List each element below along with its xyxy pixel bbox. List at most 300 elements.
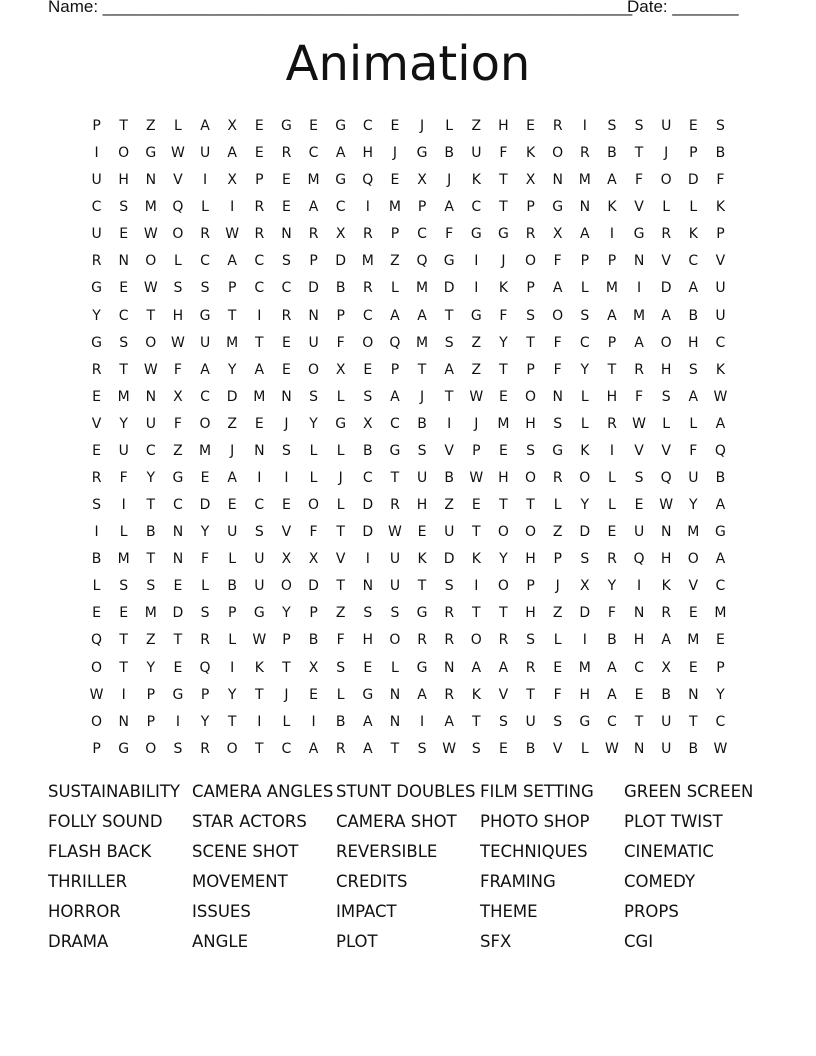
grid-letter: U xyxy=(661,740,672,757)
word-list-item: FRAMING xyxy=(480,872,556,891)
grid-letter: A xyxy=(227,145,237,162)
grid-letter: U xyxy=(416,470,428,487)
grid-letter: S xyxy=(444,334,454,351)
grid-letter: D xyxy=(226,388,238,405)
grid-letter: G xyxy=(335,172,347,189)
grid-letter: H xyxy=(118,172,129,189)
grid-letter: V xyxy=(335,551,346,568)
grid-letter: O xyxy=(308,361,320,378)
grid-row xyxy=(83,140,734,167)
grid-letter: E xyxy=(254,145,264,162)
word-list-item: SFX xyxy=(480,932,512,951)
grid-letter: L xyxy=(201,578,209,595)
grid-letter: L xyxy=(201,199,209,216)
grid-letter: L xyxy=(336,686,345,703)
grid-letter: I xyxy=(121,686,126,703)
grid-letter: U xyxy=(254,578,265,595)
grid-letter: M xyxy=(416,280,429,297)
grid-letter: C xyxy=(362,118,373,134)
grid-letter: S xyxy=(526,307,535,324)
grid-letter: V xyxy=(498,686,509,703)
grid-letter: J xyxy=(284,686,289,703)
grid-letter: H xyxy=(498,118,509,134)
grid-letter: U xyxy=(91,172,102,189)
grid-letter: Y xyxy=(689,497,698,514)
grid-letter: O xyxy=(470,632,482,649)
grid-letter: X xyxy=(552,226,563,243)
grid-letter: E xyxy=(716,632,725,649)
grid-letter: A xyxy=(200,118,210,134)
grid-letter: F xyxy=(553,334,562,351)
grid-letter: M xyxy=(605,280,618,297)
grid-letter: C xyxy=(254,280,265,297)
grid-letter: U xyxy=(199,145,211,162)
grid-letter: F xyxy=(553,686,562,703)
grid-letter: E xyxy=(92,605,101,622)
grid-letter: I xyxy=(474,578,479,595)
grid-letter: L xyxy=(553,632,562,649)
word-list-item: CINEMATIC xyxy=(624,842,714,861)
grid-letter: S xyxy=(309,388,318,405)
grid-letter: T xyxy=(444,388,454,405)
grid-letter: C xyxy=(173,497,183,514)
grid-letter: C xyxy=(200,253,210,270)
grid-letter: L xyxy=(282,713,291,730)
grid-letter: S xyxy=(173,740,183,757)
grid-letter: P xyxy=(607,253,617,270)
grid-letter: F xyxy=(309,524,318,541)
grid-letter: P xyxy=(92,118,101,134)
grid-letter: C xyxy=(417,226,427,243)
word-list-item: TECHNIQUES xyxy=(480,842,588,861)
grid-letter: D xyxy=(443,280,455,297)
grid-letter: L xyxy=(689,199,698,216)
grid-letter: L xyxy=(662,199,671,216)
grid-letter: X xyxy=(308,551,319,568)
grid-letter: W xyxy=(388,524,402,541)
grid-letter: M xyxy=(578,172,591,189)
grid-letter: Y xyxy=(309,415,318,432)
grid-letter: V xyxy=(661,253,671,270)
grid-letter: P xyxy=(472,442,481,459)
grid-letter: R xyxy=(200,226,210,243)
grid-letter: A xyxy=(444,361,454,378)
grid-letter: Q xyxy=(660,470,672,487)
grid-letter: M xyxy=(144,605,157,622)
grid-letter: T xyxy=(146,551,156,568)
grid-letter: H xyxy=(525,415,536,432)
grid-letter: K xyxy=(580,442,590,459)
grid-letter: U xyxy=(389,578,401,595)
grid-letter: A xyxy=(444,199,454,216)
grid-letter: X xyxy=(227,172,237,189)
grid-letter: A xyxy=(688,280,699,297)
grid-letter: J xyxy=(447,172,452,189)
grid-letter: I xyxy=(230,199,235,216)
grid-letter: X xyxy=(363,415,373,432)
grid-letter: I xyxy=(447,415,452,432)
grid-letter: R xyxy=(362,226,373,243)
grid-letter: X xyxy=(335,226,346,243)
grid-letter: O xyxy=(525,388,537,405)
grid-letter: T xyxy=(417,578,427,595)
grid-letter: R xyxy=(552,470,563,487)
grid-letter: C xyxy=(91,199,102,216)
grid-letter: T xyxy=(526,334,535,351)
grid-letter: V xyxy=(634,442,644,459)
grid-letter: S xyxy=(92,497,101,514)
grid-letter: L xyxy=(174,253,182,270)
grid-letter: W xyxy=(469,470,484,487)
grid-letter: T xyxy=(146,307,156,324)
word-list-row xyxy=(48,927,768,957)
grid-letter: O xyxy=(91,713,103,730)
grid-row xyxy=(83,194,734,221)
grid-letter: Q xyxy=(714,442,726,459)
grid-letter: E xyxy=(254,415,264,432)
grid-letter: S xyxy=(390,605,400,622)
grid-letter: B xyxy=(91,551,102,568)
grid-row xyxy=(83,736,734,763)
grid-letter: A xyxy=(634,334,644,351)
grid-letter: P xyxy=(716,226,725,243)
grid-letter: Z xyxy=(173,442,183,459)
grid-letter: N xyxy=(281,388,292,405)
grid-letter: R xyxy=(417,632,427,649)
grid-row xyxy=(83,303,734,330)
grid-letter: E xyxy=(200,470,210,487)
grid-letter: H xyxy=(606,388,618,405)
grid-letter: T xyxy=(499,497,508,514)
grid-letter: N xyxy=(389,713,401,730)
grid-letter: E xyxy=(688,659,698,676)
grid-letter: F xyxy=(499,145,508,162)
grid-letter: I xyxy=(365,551,370,568)
grid-letter: I xyxy=(121,497,126,514)
grid-letter: V xyxy=(444,442,454,459)
grid-letter: K xyxy=(607,199,617,216)
grid-letter: Z xyxy=(390,253,400,270)
grid-letter: B xyxy=(525,740,536,757)
grid-row xyxy=(83,519,734,546)
grid-letter: U xyxy=(661,118,672,134)
grid-letter: C xyxy=(715,713,726,730)
grid-letter: I xyxy=(257,470,262,487)
grid-letter: S xyxy=(553,415,563,432)
grid-letter: T xyxy=(634,713,644,730)
grid-letter: G xyxy=(281,118,292,134)
grid-letter: B xyxy=(607,632,617,649)
grid-letter: N xyxy=(389,686,401,703)
grid-letter: R xyxy=(607,415,617,432)
grid-letter: W xyxy=(713,388,728,405)
grid-letter: U xyxy=(715,280,726,297)
grid-letter: I xyxy=(175,713,180,730)
grid-letter: X xyxy=(308,659,319,676)
grid-letter: L xyxy=(391,280,399,297)
name-field-label: Name: ________________________________________________________ xyxy=(48,0,633,16)
grid-letter: G xyxy=(335,118,347,134)
grid-letter: T xyxy=(336,524,345,541)
grid-letter: B xyxy=(444,145,454,162)
grid-letter: A xyxy=(688,388,699,405)
grid-letter: E xyxy=(607,524,617,541)
grid-letter: E xyxy=(499,740,508,757)
grid-letter: J xyxy=(664,145,669,162)
word-list-row xyxy=(48,837,768,867)
grid-letter: R xyxy=(335,740,346,757)
grid-letter: W xyxy=(143,280,158,297)
grid-letter: X xyxy=(580,578,590,595)
grid-letter: R xyxy=(498,632,509,649)
grid-letter: S xyxy=(553,713,563,730)
grid-letter: G xyxy=(91,334,102,351)
grid-letter: S xyxy=(580,551,590,568)
grid-letter: G xyxy=(172,686,184,703)
word-list-item: CAMERA ANGLES xyxy=(192,782,334,801)
grid-letter: X xyxy=(227,118,237,134)
grid-letter: O xyxy=(497,578,509,595)
grid-letter: Y xyxy=(227,361,237,378)
grid-letter: O xyxy=(280,578,292,595)
grid-letter: C xyxy=(145,442,156,459)
grid-letter: G xyxy=(498,226,509,243)
word-list-item: CREDITS xyxy=(336,872,408,891)
grid-letter: F xyxy=(607,605,616,622)
grid-letter: P xyxy=(580,253,590,270)
grid-letter: C xyxy=(281,740,292,757)
grid-letter: K xyxy=(471,686,481,703)
grid-letter: P xyxy=(309,605,318,622)
grid-letter: R xyxy=(308,226,319,243)
grid-letter: A xyxy=(227,470,237,487)
grid-letter: R xyxy=(200,740,210,757)
grid-letter: L xyxy=(662,415,671,432)
grid-letter: P xyxy=(200,686,210,703)
grid-letter: A xyxy=(254,361,265,378)
grid-letter: W xyxy=(659,497,674,514)
grid-letter: S xyxy=(417,740,427,757)
grid-letter: D xyxy=(335,253,347,270)
grid-letter: S xyxy=(254,524,264,541)
grid-letter: T xyxy=(472,524,481,541)
grid-letter: A xyxy=(308,740,319,757)
grid-letter: N xyxy=(552,388,563,405)
grid-letter: W xyxy=(713,740,728,757)
grid-letter: R xyxy=(634,361,644,378)
grid-row xyxy=(83,384,734,411)
grid-letter: L xyxy=(336,497,345,514)
grid-letter: O xyxy=(660,334,672,351)
grid-row xyxy=(83,465,734,492)
grid-letter: R xyxy=(444,686,455,703)
grid-letter: C xyxy=(688,253,699,270)
word-list-item: DRAMA xyxy=(48,932,109,951)
grid-letter: C xyxy=(254,253,265,270)
grid-letter: N xyxy=(145,172,157,189)
grid-letter: E xyxy=(390,172,400,189)
grid-letter: A xyxy=(607,307,617,324)
grid-letter: A xyxy=(498,659,509,676)
grid-letter: H xyxy=(498,470,509,487)
grid-letter: Q xyxy=(416,253,428,270)
grid-letter: T xyxy=(255,334,264,351)
grid-letter: C xyxy=(471,199,482,216)
grid-letter: A xyxy=(607,659,617,676)
grid-letter: U xyxy=(145,415,156,432)
grid-letter: O xyxy=(199,415,211,432)
grid-row xyxy=(83,357,734,384)
grid-letter: B xyxy=(661,686,671,703)
grid-row xyxy=(83,275,734,302)
grid-letter: N xyxy=(633,740,645,757)
grid-letter: A xyxy=(308,199,319,216)
grid-letter: O xyxy=(660,172,672,189)
grid-letter: H xyxy=(525,551,536,568)
grid-letter: O xyxy=(118,145,130,162)
grid-letter: R xyxy=(254,199,265,216)
grid-letter: X xyxy=(173,388,183,405)
grid-letter: G xyxy=(416,659,428,676)
grid-letter: L xyxy=(391,659,399,676)
grid-letter: C xyxy=(715,578,726,595)
grid-letter: V xyxy=(715,253,726,270)
grid-letter: B xyxy=(688,740,699,757)
grid-letter: L xyxy=(608,470,616,487)
grid-letter: M xyxy=(633,307,646,324)
grid-letter: V xyxy=(91,415,102,432)
grid-letter: Q xyxy=(389,334,401,351)
grid-letter: R xyxy=(579,145,590,162)
grid-row xyxy=(83,546,734,573)
grid-letter: X xyxy=(281,551,292,568)
word-list-item: CAMERA SHOT xyxy=(336,812,457,831)
grid-letter: Z xyxy=(471,118,482,134)
grid-letter: S xyxy=(363,388,373,405)
grid-letter: N xyxy=(118,253,129,270)
grid-letter: Y xyxy=(227,686,237,703)
grid-letter: K xyxy=(471,551,481,568)
grid-letter: Q xyxy=(633,551,645,568)
grid-letter: E xyxy=(282,497,291,514)
grid-letter: T xyxy=(472,713,481,730)
grid-letter: P xyxy=(255,172,264,189)
grid-letter: E xyxy=(119,226,129,243)
grid-letter: G xyxy=(389,442,401,459)
word-list-item: ISSUES xyxy=(192,902,251,921)
grid-letter: T xyxy=(499,199,508,216)
word-list-item: IMPACT xyxy=(336,902,397,921)
grid-letter: T xyxy=(336,578,345,595)
grid-letter: E xyxy=(634,686,644,703)
grid-row xyxy=(83,330,734,357)
grid-letter: M xyxy=(117,388,130,405)
grid-letter: S xyxy=(634,118,644,134)
grid-letter: R xyxy=(200,632,210,649)
grid-letter: E xyxy=(92,388,101,405)
grid-letter: I xyxy=(257,713,262,730)
grid-letter: Z xyxy=(146,632,156,649)
grid-letter: T xyxy=(282,659,291,676)
letter-grid xyxy=(83,113,734,763)
grid-letter: F xyxy=(336,632,345,649)
grid-letter: Y xyxy=(200,713,210,730)
grid-letter: Q xyxy=(91,632,103,649)
grid-letter: Y xyxy=(282,605,291,622)
grid-letter: P xyxy=(282,632,291,649)
grid-letter: F xyxy=(689,442,698,459)
grid-letter: W xyxy=(89,686,104,703)
word-list-row xyxy=(48,807,768,837)
grid-letter: O xyxy=(552,307,564,324)
grid-letter: C xyxy=(390,415,400,432)
grid-letter: P xyxy=(553,551,562,568)
grid-letter: T xyxy=(472,605,481,622)
grid-letter: L xyxy=(445,118,454,134)
word-list-item: PLOT xyxy=(336,932,378,951)
grid-letter: Z xyxy=(552,605,563,622)
grid-letter: R xyxy=(362,280,373,297)
grid-letter: W xyxy=(469,388,484,405)
grid-row xyxy=(83,627,734,654)
grid-letter: G xyxy=(335,415,347,432)
grid-letter: R xyxy=(525,659,536,676)
grid-letter: L xyxy=(336,388,345,405)
grid-letter: E xyxy=(282,172,291,189)
grid-letter: W xyxy=(605,740,619,757)
grid-letter: T xyxy=(607,361,617,378)
grid-letter: J xyxy=(419,388,425,405)
grid-letter: Y xyxy=(200,524,210,541)
grid-letter: S xyxy=(119,334,129,351)
grid-letter: N xyxy=(579,199,591,216)
grid-letter: V xyxy=(661,442,671,459)
grid-letter: L xyxy=(689,415,698,432)
grid-letter: J xyxy=(230,442,235,459)
grid-letter: S xyxy=(281,442,291,459)
grid-letter: T xyxy=(499,605,508,622)
grid-letter: I xyxy=(636,280,642,297)
grid-letter: S xyxy=(417,442,427,459)
grid-letter: O xyxy=(389,632,401,649)
grid-letter: L xyxy=(119,524,128,541)
grid-letter: A xyxy=(607,686,617,703)
grid-letter: T xyxy=(119,361,128,378)
grid-letter: T xyxy=(526,686,535,703)
grid-letter: D xyxy=(579,524,591,541)
grid-letter: G xyxy=(172,470,184,487)
grid-letter: N xyxy=(633,605,645,622)
grid-letter: P xyxy=(390,226,400,243)
grid-letter: I xyxy=(94,524,99,541)
grid-letter: L xyxy=(580,388,589,405)
grid-letter: R xyxy=(444,605,455,622)
grid-letter: D xyxy=(172,605,184,622)
grid-letter: E xyxy=(363,361,373,378)
grid-letter: U xyxy=(633,524,645,541)
grid-letter: B xyxy=(308,632,319,649)
grid-letter: G xyxy=(199,307,211,324)
grid-letter: S xyxy=(146,578,156,595)
grid-letter: I xyxy=(419,713,425,730)
grid-letter: P xyxy=(417,199,427,216)
grid-letter: L xyxy=(608,497,616,514)
grid-letter: I xyxy=(636,578,642,595)
grid-letter: R xyxy=(91,361,102,378)
grid-letter: O xyxy=(172,226,184,243)
grid-letter: Z xyxy=(335,605,346,622)
grid-letter: A xyxy=(715,497,726,514)
